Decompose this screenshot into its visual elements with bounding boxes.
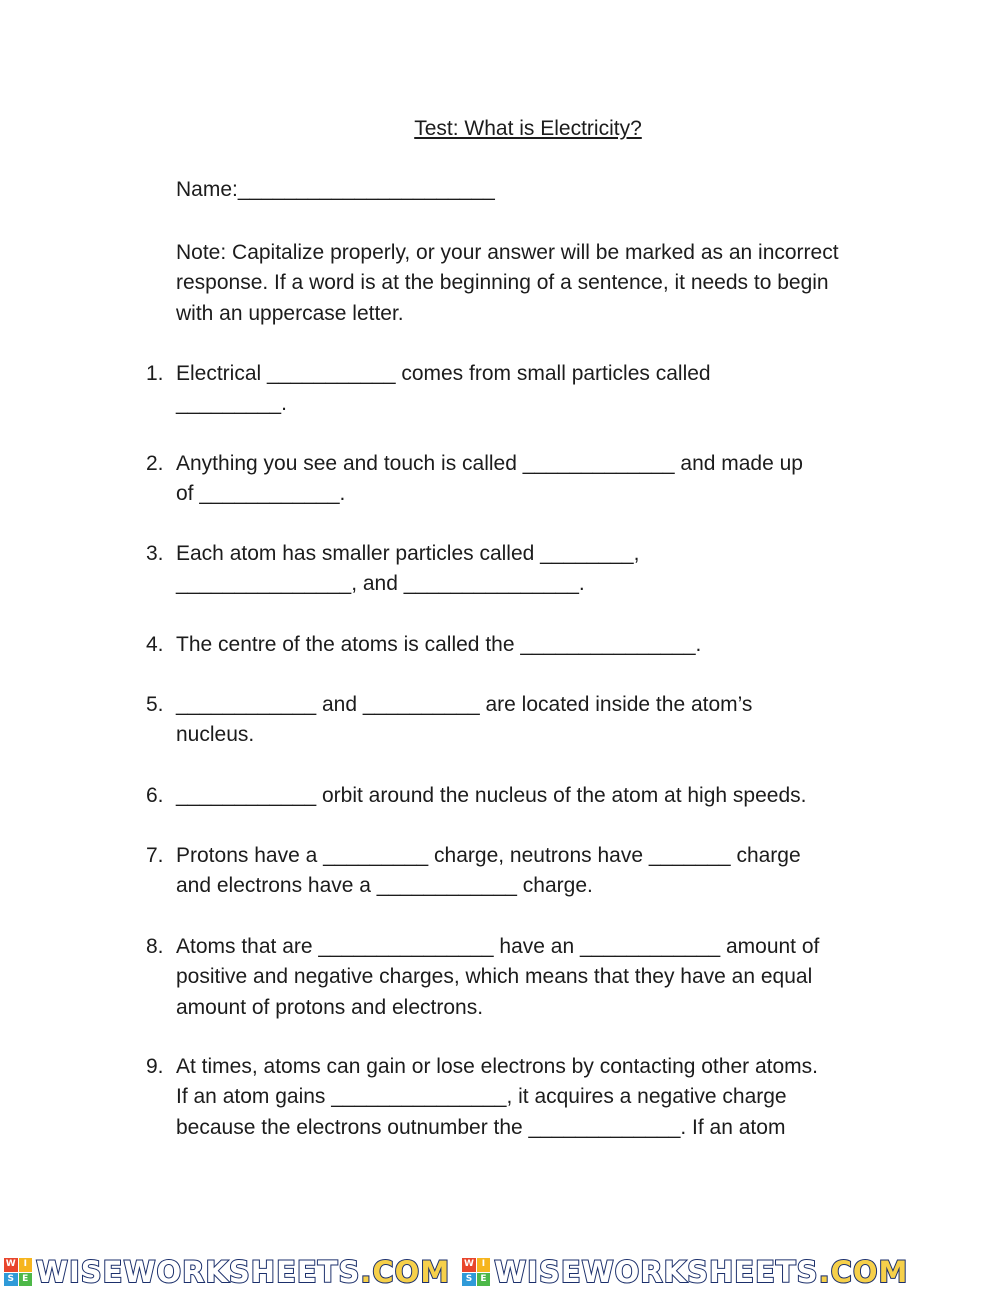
question-text: Protons have a _________ charge, neutrons have _______ charge and electrons have a ____________ charge.: [176, 844, 801, 898]
question-number: 5.: [146, 693, 164, 716]
question-1: [146, 359, 886, 420]
question-number: 3.: [146, 542, 164, 565]
question-text: Anything you see and touch is called _____________ and made up of ____________.: [176, 452, 803, 506]
logo-grid-icon: W I S E: [4, 1258, 32, 1286]
brand-wordmark: WISEWORKSHEETS.COM: [36, 1255, 451, 1289]
name-field-line: Name:______________________: [176, 178, 495, 201]
question-number: 7.: [146, 844, 164, 867]
question-text: Each atom has smaller particles called ________, _______________, and _______________.: [176, 542, 640, 596]
question-9: [146, 1052, 886, 1143]
brand-logo: [462, 1253, 908, 1291]
question-2: [146, 449, 886, 510]
question-number: 9.: [146, 1055, 164, 1078]
brand-wordmark: WISEWORKSHEETS.COM: [494, 1255, 909, 1289]
question-text: Electrical ___________ comes from small particles called _________.: [176, 362, 711, 416]
question-number: 1.: [146, 362, 164, 385]
question-3: [146, 539, 886, 600]
question-6: [146, 781, 886, 811]
question-5: [146, 690, 886, 751]
question-4: [146, 630, 886, 660]
question-number: 6.: [146, 784, 164, 807]
question-text: Atoms that are _______________ have an ____________ amount of positive and negative charges, which means that they have an equal amount of protons and electrons.: [176, 935, 820, 1019]
page-title: Test: What is Electricity?: [414, 117, 642, 140]
question-text: The centre of the atoms is called the _______________.: [176, 633, 702, 656]
question-8: [146, 932, 886, 1023]
question-text: ____________ and __________ are located inside the atom’s nucleus.: [176, 693, 753, 747]
question-number: 4.: [146, 633, 164, 656]
question-text: ____________ orbit around the nucleus of the atom at high speeds.: [176, 784, 807, 807]
watermark-footer: [0, 1253, 1000, 1291]
logo-grid-icon: W I S E: [462, 1258, 490, 1286]
brand-logo: [4, 1253, 450, 1291]
question-7: [146, 841, 886, 902]
instructions-note: Note: Capitalize properly, or your answer will be marked as an incorrect response. If a word is at the beginning of a sentence, it needs to begin with an uppercase letter.: [176, 241, 839, 325]
question-number: 8.: [146, 935, 164, 958]
question-text: At times, atoms can gain or lose electrons by contacting other atoms. If an atom gains _______________, it acquires a negative charge because the electrons outnumber the _____________. If an atom: [176, 1055, 818, 1139]
question-number: 2.: [146, 452, 164, 475]
